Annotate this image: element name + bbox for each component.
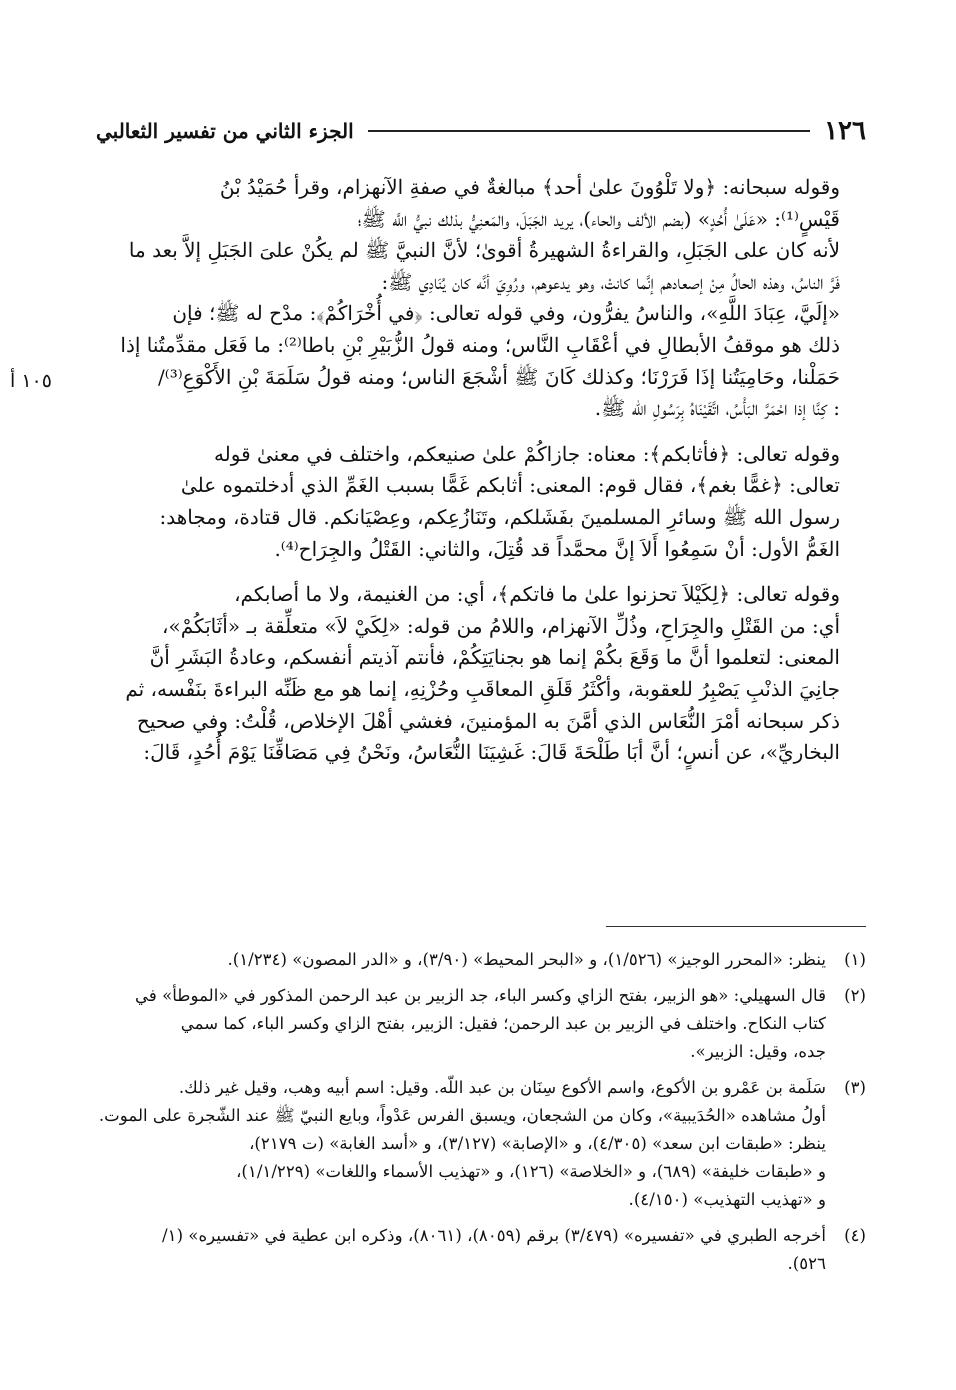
- text-line: ذلك هو موقفُ الأبطالِ في أعْقَابِ النَّاس؛ ومنه قولُ الزُّبَيْرِ بْنِ باطا⁽²⁾: ما فَعَل مقدِّمتُنا إذا: [120, 332, 840, 357]
- footnote-line: ينظر: «طبقات ابن سعد» (٤/٣٠٥)، و «الإصابة» (٣/١٢٧)، و «أسد الغابة» (ت ٢١٧٩)،: [249, 1134, 826, 1153]
- footnote-line: ينظر: «المحرر الوجيز» (١/٥٢٦)، و «البحر المحيط» (٣/٩٠)، و «الدر المصون» (١/٢٣٤).: [227, 950, 826, 969]
- footnote-separator: [606, 926, 866, 927]
- text-line: جانِيَ الذنْبِ يَصْبِرُ للعقوبة، وأكْثَرُ قَلَقِ المعاقَبِ وحُزْنِهِ، إنما هو مع ظَنِّه البراءةَ بنَفْسه، ثم: [125, 676, 840, 701]
- footnote-text: [96, 1074, 826, 1214]
- footnote-line: قال السهيلي: «هو الزبير، بفتح الزاي وكسر الباء، جد الزبير بن عبد الرحمن المذكور في «الموطأ» في: [135, 986, 826, 1005]
- header-rule: [368, 130, 810, 132]
- footnote-number: (٣): [844, 1078, 866, 1097]
- main-text: [96, 172, 866, 783]
- text-line: المعنى: لتعلموا أنَّ ما وَقَعَ بكُمْ إنما هو بجنايَتِكُمْ، فأنتم آذيتم أنفسكم، وعادةُ البَشَرِ أنَّ: [149, 645, 840, 670]
- footnote-text: [96, 1222, 826, 1278]
- text-line: قَيْسٍ⁽¹⁾: «عَلَىٰ أُحُدٍ» (بضم الألف والحاء)، يريد الجَبَلَ، والمَعنِيُّ بذلك نبيُّ اللَّه ﷺ؛: [357, 206, 840, 231]
- footnote: [96, 1222, 866, 1278]
- paragraph: [96, 172, 866, 425]
- paragraph: [96, 579, 866, 769]
- page-number: ١٢٦: [824, 116, 866, 146]
- footnote-number: (٤): [844, 1226, 866, 1245]
- footnote-line: ٥٢٦).: [787, 1254, 826, 1273]
- text-line: أي: من القَتْلِ والجِرَاحِ، وذُلِّ الآنهزام، واللامُ من قوله: «لِكَيْ لاَ» متعلِّقة بـ «أثَابَكُمْ»،: [162, 613, 840, 638]
- text-line: وقوله تعالى: ﴿لِكَيْلاَ تحزنوا علىٰ ما فاتكم﴾، أي: من الغنيمة، ولا ما أصابكم،: [234, 582, 840, 607]
- footnote-line: أولُ مشاهده «الحُدَيبية»، وكان من الشجعان، ويسبق الفرس عَدْواً، وبايع النبيّ ﷺ عند الشّجرة على الموت.: [98, 1106, 826, 1125]
- text-line: الغَمُّ الأول: أنْ سَمِعُوا أَلاَ إنَّ محمَّداً قد قُتِلَ، والثاني: القَتْلُ والجِرَاح⁽⁴⁾.: [274, 536, 840, 561]
- footnote: [96, 946, 866, 974]
- text-line: حَمَلْنا، وحَامِيَتُنا إذَا فَرَرْنَا؛ وكذلك كَانَ ﷺ أشْجَعَ الناس؛ ومنه قولُ سَلَمَةَ بْنِ الأَكْوَعِ⁽³⁾/: [158, 364, 840, 389]
- footnote: [96, 1074, 866, 1214]
- footnote-number: (١): [844, 950, 866, 969]
- footnote-number: (٢): [844, 986, 866, 1005]
- text-line: «إلَيَّ، عِبَادَ اللَّهِ»، والناسُ يفرُّون، وفي قوله تعالى: ﴿في أُخْرَاكُمْ﴾: مدْح له ﷺ؛ فإن: [172, 301, 840, 326]
- text-line: وقوله تعالى: ﴿فأثابكم﴾: معناه: جازاكُمْ علىٰ صنيعكم، واختلف في معنىٰ قوله: [213, 441, 840, 466]
- footnote-text: [96, 982, 826, 1066]
- manuscript-folio-marker: ١٠٥ أ: [10, 370, 52, 392]
- footnote-line: كتاب النكاح. واختلف في الزبير بن عبد الرحمن؛ فقيل: الزبير، بفتح الزاي وكسر الباء، كما سمي: [180, 1014, 826, 1033]
- book-page: [10, 100, 866, 1360]
- footnote-line: سَلَمة بن عَمْرو بن الأكوع، واسم الأكوع سِنَان بن عبد اللّه. وقيل: اسم أبيه وهب، وقيل غير ذلك.: [178, 1078, 826, 1097]
- running-title: الجزء الثاني من تفسير الثعالبي: [96, 119, 354, 143]
- footnote: [96, 982, 866, 1066]
- text-line: لأنه كان على الجَبَلِ، والقراءةُ الشهيرةُ أقوىٰ؛ لأنَّ النبيَّ ﷺ لم يكُنْ علىَ الجَبَلِ إلاَّ بعد ما: [128, 238, 840, 263]
- text-line: تعالى: ﴿غمًّا بغم﴾، فقال قوم: المعنى: أثابكم غَمًّا بسبب الغَمِّ الذي أدخلتموه علىٰ: [180, 473, 840, 498]
- footnotes: [96, 946, 866, 1286]
- footnote-text: [96, 946, 826, 974]
- text-line: ذكر سبحانه أمْرَ النُّعَاس الذي أمَّنَ به المؤمنينَ، فغشي أهْلَ الإخلاص، قُلْتُ: وفي صحيح: [136, 708, 840, 733]
- paragraph: [96, 439, 866, 565]
- page-header: [96, 114, 866, 148]
- text-line: رسول الله ﷺ وسائرِ المسلمينَ بفَشَلكم، وتَنَازُعِكم، وعِصْيَانكم. قال قتادة، ومجاهد:: [159, 504, 840, 529]
- footnote-line: أخرجه الطبري في «تفسيره» (٣/٤٧٩) برقم (٨٠٥٩)، (٨٠٦١)، وذكره ابن عطية في «تفسيره» (١/: [162, 1226, 826, 1245]
- footnote-line: جده، وقيل: الزبير».: [690, 1042, 826, 1061]
- text-line: وقوله سبحانه: ﴿ولا تَلْوُونَ علىٰ أحد﴾ مبالغةٌ في صفةِ الآنهزام، وقرأ حُمَيْدُ بْنُ: [219, 175, 840, 199]
- footnote-line: و «طبقات خليفة» (٦٨٩)، و «الخلاصة» (١٢٦)، و «تهذيب الأسماء واللغات» (١/١/٢٢٩)،: [236, 1162, 826, 1181]
- footnote-line: و «تهذيب التهذيب» (٤/١٥٠).: [628, 1190, 826, 1209]
- text-line: فَرَّ الناسُ، وهذه الحالُ مِنْ إصعادهم إنَّما كانتْ، وهو يدعوهم، ورُوِيَ أنَّه كان يُنَادِي ﷺ:: [381, 269, 840, 294]
- text-line: البخاريِّ»، عن أنسٍ؛ أنَّ أبَا طَلْحَةَ قَالَ: غَشِيَنَا النُّعَاسُ، ونَحْنُ فِي مَصَافِّنَا يَوْمَ أُحُدٍ، قَالَ:: [143, 740, 840, 765]
- text-line: : كِنَّا إذا احْمَرَّ البَأْسُ، اتَّقَيْنَاهُ بِرَسُولِ الله ﷺ.: [594, 396, 840, 421]
